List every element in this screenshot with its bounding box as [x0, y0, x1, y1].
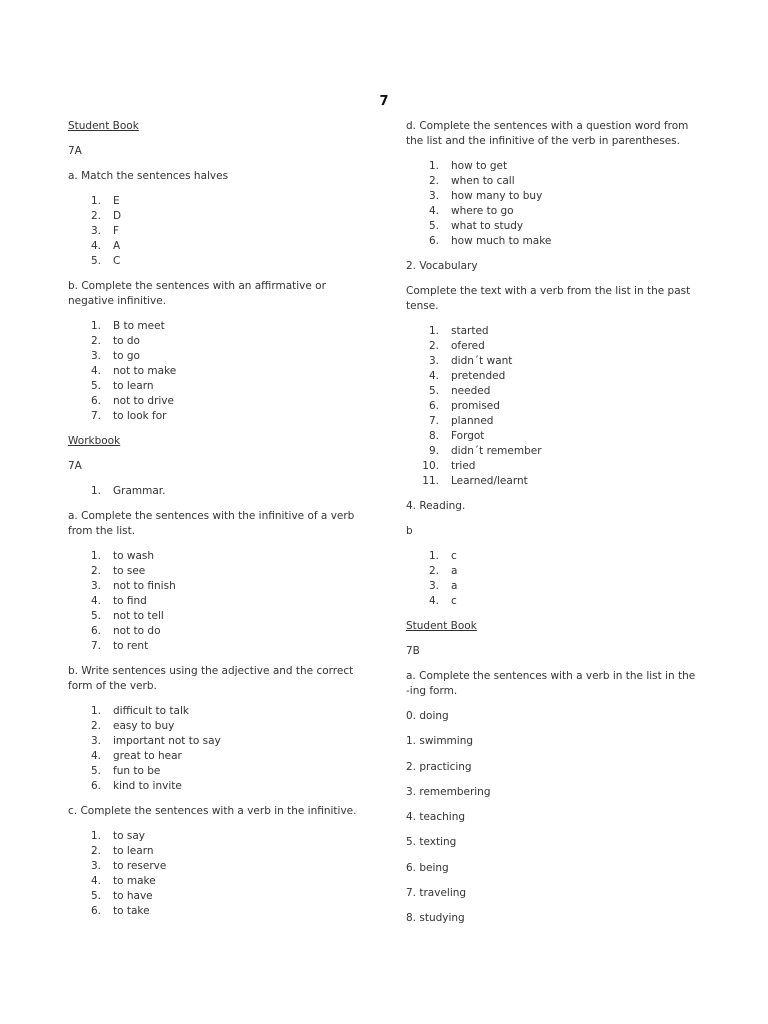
list-number: 5. [90, 610, 101, 622]
list-number: 3. [90, 350, 101, 362]
vocabulary-heading: 2. Vocabulary [406, 260, 478, 272]
list-number: 2. [428, 175, 439, 187]
list-number: 4. [90, 875, 101, 887]
exercise-a-instruction: a. Match the sentences halves [68, 170, 229, 182]
list-item [406, 339, 701, 354]
list-number: 1. [90, 195, 101, 207]
list-item [68, 749, 368, 764]
list-item [68, 224, 368, 239]
list-number: 2. [90, 210, 101, 222]
answer-text: to rent [113, 640, 149, 652]
list-item [68, 594, 368, 609]
answer-text: to have [113, 890, 153, 902]
answer-text: to do [113, 335, 140, 347]
answer-text: planned [451, 415, 494, 427]
list-item [68, 334, 368, 349]
list-number: 4. [90, 595, 101, 607]
workbook-heading: Workbook [68, 435, 121, 447]
list-number: 3. [90, 860, 101, 872]
list-number: 6. [90, 625, 101, 637]
answer-text: great to hear [113, 750, 182, 762]
list-number: 5. [428, 220, 439, 232]
list-item [406, 594, 701, 609]
answer-text: a [451, 580, 458, 592]
list-number: 10. [422, 460, 439, 472]
list-number: 3. [428, 190, 439, 202]
list-item [68, 624, 368, 639]
answer-text: E [113, 195, 120, 207]
list-number: 11. [422, 475, 439, 487]
list-number: 7. [90, 410, 101, 422]
answer-text: ofered [451, 340, 485, 352]
list-item: 4. teaching [406, 811, 466, 824]
unit-7b-label: 7B [406, 645, 420, 657]
list-item [406, 174, 701, 189]
answer-text: where to go [451, 205, 514, 217]
list-number: 1. [90, 550, 101, 562]
list-number: 5. [90, 255, 101, 267]
list-item: 3. remembering [406, 785, 491, 798]
list-number: 3. [428, 355, 439, 367]
list-item [68, 484, 368, 499]
list-number: 3. [90, 735, 101, 747]
answer-text: B to meet [113, 320, 165, 332]
answer-text: F [113, 225, 120, 237]
list-item [406, 384, 701, 399]
workbook-c-answers [68, 829, 368, 919]
exercise-a-answers [68, 194, 368, 269]
list-item: 0. doing [406, 710, 449, 722]
answer-text: what to study [451, 220, 524, 232]
list-number: 7. [428, 415, 439, 427]
answer-text: to reserve [113, 860, 167, 872]
list-item [68, 704, 368, 719]
list-number: 2. [90, 845, 101, 857]
page-number: 7 [379, 94, 389, 109]
list-number: 9. [428, 445, 439, 457]
list-item [406, 354, 701, 369]
list-item [68, 859, 368, 874]
list-item [406, 219, 701, 234]
answer-text: easy to buy [113, 720, 175, 732]
answer-text: not to tell [113, 610, 164, 622]
reading-subsection: b [406, 525, 413, 537]
list-number: 1. [428, 160, 439, 172]
answer-text: didn´t want [451, 355, 513, 367]
list-number: 1. [428, 550, 439, 562]
list-item [68, 639, 368, 654]
list-number: 1. [90, 485, 101, 497]
answer-text: a [451, 565, 458, 577]
list-number: 6. [90, 905, 101, 917]
list-number: 8. [428, 430, 439, 442]
answer-text: D [113, 210, 122, 222]
answer-text: not to drive [113, 395, 174, 407]
list-number: 4. [90, 240, 101, 252]
list-number: 5. [90, 765, 101, 777]
answer-text: Forgot [451, 430, 485, 442]
exercise-d-answers [406, 159, 701, 249]
answer-text: A [113, 240, 121, 252]
list-number: 6. [428, 235, 439, 247]
answer-text: promised [451, 400, 500, 412]
list-number: 4. [90, 750, 101, 762]
list-item [68, 844, 368, 859]
list-number: 2. [90, 565, 101, 577]
list-item [68, 194, 368, 209]
answer-text: needed [451, 385, 491, 397]
list-item [68, 764, 368, 779]
list-number: 1. [428, 325, 439, 337]
list-item [68, 904, 368, 919]
list-item [406, 324, 701, 339]
answer-text: to learn [113, 380, 154, 392]
list-item: 2. practicing [406, 760, 472, 773]
list-number: 1. [90, 320, 101, 332]
answer-text: not to finish [113, 580, 176, 592]
answer-text: to look for [113, 410, 167, 422]
list-item [68, 564, 368, 579]
answer-text: not to do [113, 625, 161, 637]
workbook-b-instruction: b. Write sentences using the adjective and the correct form of the verb. [68, 665, 354, 692]
list-item [406, 459, 701, 474]
list-item [406, 549, 701, 564]
answer-text: to wash [113, 550, 155, 562]
list-item [406, 369, 701, 384]
list-item [68, 779, 368, 794]
list-item [406, 234, 701, 249]
answer-text: how much to make [451, 235, 552, 247]
student-book-heading: Student Book [68, 120, 139, 132]
list-item: 7. traveling [406, 887, 467, 900]
answer-text: fun to be [113, 765, 161, 777]
list-number: 2. [90, 720, 101, 732]
list-number: 6. [428, 400, 439, 412]
list-item [68, 609, 368, 624]
answer-text: to learn [113, 845, 154, 857]
answer-text: difficult to talk [113, 705, 189, 717]
list-item [406, 159, 701, 174]
list-item [406, 579, 701, 594]
answer-text: kind to invite [113, 780, 182, 792]
list-item [68, 379, 368, 394]
list-number: 4. [90, 365, 101, 377]
answer-text: to go [113, 350, 140, 362]
answer-text: to find [113, 595, 147, 607]
list-number: 7. [90, 640, 101, 652]
list-item [68, 364, 368, 379]
list-item [406, 429, 701, 444]
answer-text: c [451, 595, 457, 607]
answer-text: c [451, 550, 457, 562]
list-number: 2. [90, 335, 101, 347]
list-item [68, 394, 368, 409]
list-item [68, 549, 368, 564]
list-item [406, 189, 701, 204]
answer-text: to see [113, 565, 146, 577]
list-item [68, 239, 368, 254]
list-item [406, 399, 701, 414]
list-number: 4. [428, 205, 439, 217]
list-item [68, 889, 368, 904]
list-number: 4. [428, 370, 439, 382]
list-number: 2. [428, 565, 439, 577]
answer-text: how many to buy [451, 190, 543, 202]
answer-text: didn´t remember [451, 445, 542, 457]
answer-text: tried [451, 460, 476, 472]
list-number: 4. [428, 595, 439, 607]
reading-heading: 4. Reading. [406, 500, 466, 512]
list-number: 1. [90, 705, 101, 717]
answer-text: not to make [113, 365, 177, 377]
list-item: 6. being [406, 861, 449, 874]
list-number: 3. [428, 580, 439, 592]
list-item [68, 254, 368, 269]
answer-text: started [451, 325, 489, 337]
answer-text: when to call [451, 175, 515, 187]
list-item [68, 319, 368, 334]
workbook-a-instruction: a. Complete the sentences with the infinitive of a verb from the list. [68, 510, 355, 537]
answer-text: Grammar. [113, 485, 166, 497]
vocabulary-answers [406, 324, 701, 489]
ing-exercise-answers [406, 709, 701, 926]
answer-text: to make [113, 875, 156, 887]
list-item [406, 204, 701, 219]
list-item: 1. swimming [406, 735, 474, 748]
list-number: 5. [90, 380, 101, 392]
list-item [68, 209, 368, 224]
list-number: 2. [428, 340, 439, 352]
list-item [68, 874, 368, 889]
workbook-b-answers [68, 704, 368, 794]
left-column [68, 119, 368, 929]
answer-text: important not to say [113, 735, 221, 747]
list-item [406, 564, 701, 579]
vocabulary-instruction: Complete the text with a verb from the list in the past tense. [406, 285, 691, 312]
answer-text: Learned/learnt [451, 475, 528, 487]
answer-text: C [113, 255, 121, 267]
workbook-c-instruction: c. Complete the sentences with a verb in the infinitive. [68, 805, 357, 817]
student-book-7b-heading: Student Book [406, 620, 477, 632]
answer-text: how to get [451, 160, 508, 172]
list-number: 5. [90, 890, 101, 902]
workbook-section-list [68, 484, 368, 499]
list-number: 6. [90, 780, 101, 792]
list-number: 3. [90, 580, 101, 592]
exercise-d-instruction: d. Complete the sentences with a question word from the list and the infinitive of the verb in parentheses. [406, 120, 689, 147]
list-item [68, 719, 368, 734]
list-item: 5. texting [406, 836, 457, 849]
list-item [68, 829, 368, 844]
ing-exercise-instruction: a. Complete the sentences with a verb in the list in the -ing form. [406, 670, 696, 697]
list-item [406, 444, 701, 459]
exercise-b-answers [68, 319, 368, 424]
exercise-b-instruction: b. Complete the sentences with an affirmative or negative infinitive. [68, 280, 326, 307]
workbook-unit-label: 7A [68, 460, 82, 472]
list-item: 8. studying [406, 912, 465, 925]
list-number: 1. [90, 830, 101, 842]
list-item [406, 474, 701, 489]
right-column [406, 119, 701, 937]
list-number: 5. [428, 385, 439, 397]
answer-text: to take [113, 905, 150, 917]
answer-text: to say [113, 830, 145, 842]
list-item [68, 349, 368, 364]
answer-text: pretended [451, 370, 506, 382]
list-number: 6. [90, 395, 101, 407]
list-item [68, 734, 368, 749]
list-item [68, 409, 368, 424]
list-item [68, 579, 368, 594]
workbook-a-answers [68, 549, 368, 654]
list-item [406, 414, 701, 429]
unit-label: 7A [68, 145, 82, 157]
reading-answers [406, 549, 701, 609]
list-number: 3. [90, 225, 101, 237]
